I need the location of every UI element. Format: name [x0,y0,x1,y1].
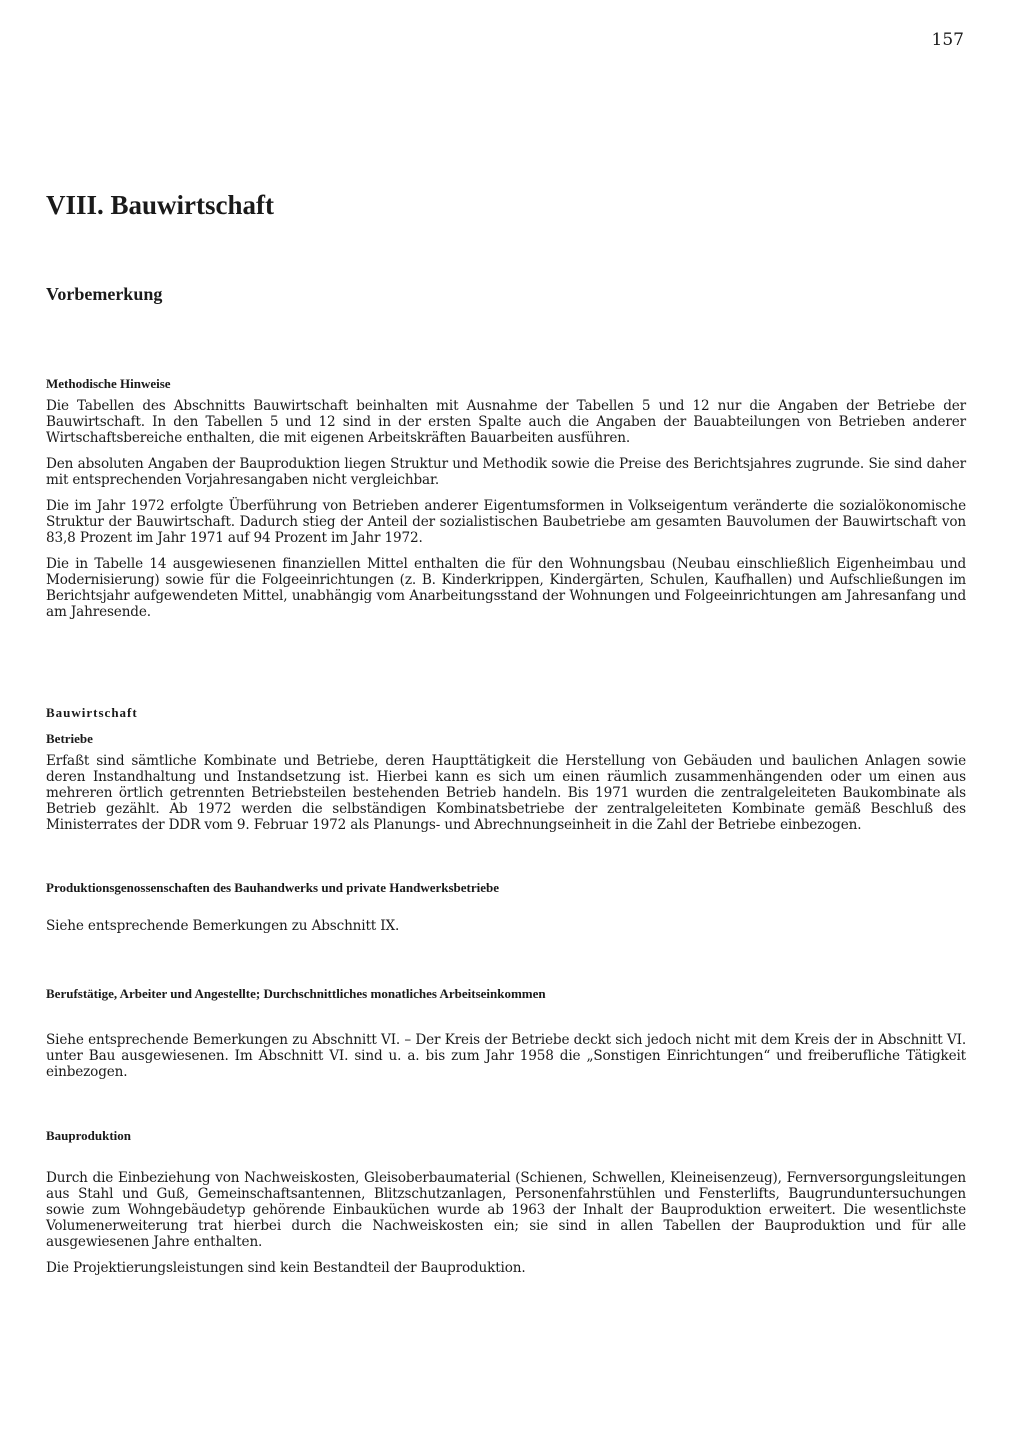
pgh-paragraph: Siehe entsprechende Bemerkungen zu Abschnitt IX. [46,918,400,934]
berufstaetige-heading: Berufstätige, Arbeiter und Angestellte; Durchschnittliches monatliches Arbeitseinkommen [46,986,546,1001]
bauproduktion-heading: Bauproduktion [46,1128,132,1143]
bauproduktion-paragraph-1: Durch die Einbeziehung von Nachweiskosten, Gleisoberbaumaterial (Schienen, Schwellen, Kleineisenzeug), Fernversorgungsleitungen aus Stahl und Guß, Gemeinschaftsantennen, Blitzschutzanlagen, Personenfahrstühlen und Fensterlifts, Baugrunduntersuchungen sowie zum Wohngebäudetyp gehörende Einbauküchen wurde ab 1963 der Inhalt der Bauproduktion erweitert. Die wesentlichste Volumenerweiterung trat hierbei durch die Nachweiskosten ein; sie sind in allen Tabellen der Bauproduktion und für alle ausgewiesenen Jahre enthalten. [46,1170,966,1250]
section-title: Vorbemerkung [46,284,163,304]
methodische-paragraph-4: Die in Tabelle 14 ausgewiesenen finanziellen Mittel enthalten die für den Wohnungsbau (Neubau einschließlich Eigenheimbau und Modernisierung) sowie für die Folgeeinrichtungen (z. B. Kinderkrippen, Kindergärten, Schulen, Kaufhallen) und Aufschließungen im Berichtsjahr aufgewendeten Mittel, unabhängig vom Anarbeitungsstand der Wohnungen und Folgeeinrichtungen am Jahresanfang und am Jahresende. [46,556,966,620]
bauproduktion-section [46,1128,966,1286]
methodische-paragraph-1: Die Tabellen des Abschnitts Bauwirtschaft beinhalten mit Ausnahme der Tabellen 5 und 12 nur die Angaben der Betriebe der Bauwirtschaft. In den Tabellen 5 und 12 sind in der ersten Spalte auch die Angaben der Bauabteilungen von Betrieben anderer Wirtschaftsbereiche enthalten, die mit eigenen Arbeitskräften Bauarbeiten ausführen. [46,398,966,446]
berufstaetige-paragraph: Siehe entsprechende Bemerkungen zu Abschnitt VI. – Der Kreis der Betriebe deckt sich jedoch nicht mit dem Kreis der in Abschnitt VI. unter Bau ausgewiesenen. Im Abschnitt VI. sind u. a. bis zum Jahr 1958 die „Sonstigen Einrichtungen“ und freiberufliche Tätigkeit einbezogen. [46,1032,966,1080]
chapter-title: VIII. Bauwirtschaft [46,190,275,220]
betriebe-paragraph: Erfaßt sind sämtliche Kombinate und Betriebe, deren Haupttätigkeit die Herstellung von Gebäuden und baulichen Anlagen sowie deren Instandhaltung und Instandsetzung ist. Hierbei kann es sich um einen räumlich zusammenhängenden oder um einen aus mehreren örtlich getrennten Betriebsteilen bestehenden Betrieb handeln. Bis 1971 wurden die zentralgeleiteten Baukombinate als Betrieb gezählt. Ab 1972 werden die selbständigen Kombinatsbetriebe der zentralgeleiteten Kombinate gemäß Beschluß des Ministerrates der DDR vom 9. Februar 1972 als Planungs- und Abrechnungseinheit in die Zahl der Betriebe einbezogen. [46,753,966,833]
page-number: 157 [931,30,964,50]
pgh-section [46,880,966,944]
methodische-hinweise-heading: Methodische Hinweise [46,376,171,391]
bauwirtschaft-section [46,705,966,843]
berufstaetige-section [46,986,966,1090]
betriebe-subheading: Betriebe [46,731,93,746]
bauproduktion-paragraph-2: Die Projektierungsleistungen sind kein Bestandteil der Bauproduktion. [46,1260,526,1276]
methodische-paragraph-3: Die im Jahr 1972 erfolgte Überführung von Betrieben anderer Eigentumsformen in Volkseigentum veränderte die sozialökonomische Struktur der Bauwirtschaft. Dadurch stieg der Anteil der sozialistischen Baubetriebe am gesamten Bauvolumen der Bauwirtschaft von 83,8 Prozent im Jahr 1971 auf 94 Prozent im Jahr 1972. [46,498,966,546]
methodische-paragraph-2: Den absoluten Angaben der Bauproduktion liegen Struktur und Methodik sowie die Preise des Berichtsjahres zugrunde. Sie sind daher mit entsprechenden Vorjahresangaben nicht vergleichbar. [46,456,966,488]
bauwirtschaft-heading: Bauwirtschaft [46,705,138,720]
methodische-hinweise-section [46,376,966,630]
pgh-heading: Produktionsgenossenschaften des Bauhandwerks und private Handwerksbetriebe [46,880,500,895]
